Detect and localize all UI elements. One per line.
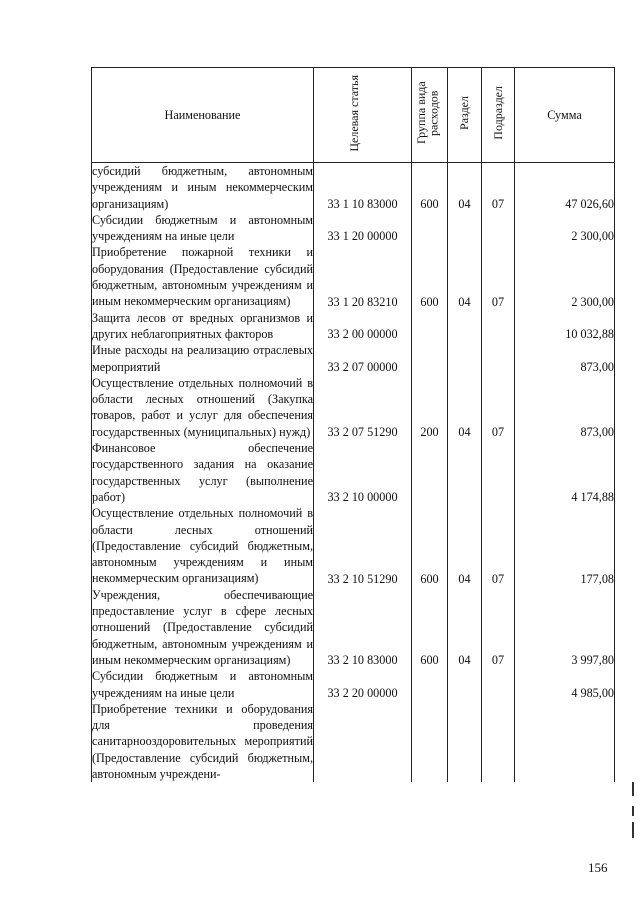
header-subsection bbox=[482, 68, 515, 163]
page-number: 156 bbox=[588, 860, 608, 875]
table-row bbox=[92, 212, 615, 245]
row-code: 33 1 20 00000 bbox=[314, 212, 412, 245]
table-row bbox=[92, 440, 615, 505]
header-section bbox=[448, 68, 482, 163]
row-code bbox=[314, 701, 412, 782]
header-code bbox=[314, 68, 412, 163]
row-name: Приобретение пожарной техники и оборудования (Предоставление субсидий бюджетным, автономным учреждениям и иным некоммерческим организациям) bbox=[92, 245, 313, 309]
row-subsection: 07 bbox=[482, 375, 515, 440]
header-sum: Сумма bbox=[515, 68, 615, 163]
row-code: 33 2 20 00000 bbox=[314, 668, 412, 701]
row-sum: 47 026,60 bbox=[515, 163, 615, 212]
row-subsection bbox=[482, 668, 515, 701]
row-code: 33 2 10 51290 bbox=[314, 505, 412, 586]
row-sum: 3 997,80 bbox=[515, 587, 615, 668]
row-group bbox=[412, 701, 448, 782]
row-subsection: 07 bbox=[482, 587, 515, 668]
scan-edge-mark bbox=[632, 806, 634, 816]
row-code: 33 2 10 00000 bbox=[314, 440, 412, 505]
row-code: 33 2 07 00000 bbox=[314, 342, 412, 375]
row-name: Субсидии бюджетным и автономным учреждениям на иные цели bbox=[92, 669, 313, 700]
row-name: субсидий бюджетным, автономным учреждениям и иным некоммерческим организациям) bbox=[92, 164, 313, 211]
table-header-row bbox=[92, 68, 615, 163]
row-subsection: 07 bbox=[482, 163, 515, 212]
row-name: Иные расходы на реализацию отраслевых мероприятий bbox=[92, 343, 313, 374]
row-sum bbox=[515, 701, 615, 782]
row-section: 04 bbox=[448, 505, 482, 586]
row-section: 04 bbox=[448, 163, 482, 212]
header-subsection-label: Подраздел bbox=[490, 86, 505, 140]
row-group: 600 bbox=[412, 587, 448, 668]
row-section bbox=[448, 668, 482, 701]
row-section bbox=[448, 440, 482, 505]
row-section bbox=[448, 212, 482, 245]
table-row bbox=[92, 505, 615, 586]
row-code: 33 2 07 51290 bbox=[314, 375, 412, 440]
header-section-label: Раздел bbox=[457, 96, 472, 130]
row-code: 33 1 20 83210 bbox=[314, 244, 412, 309]
row-name: Приобретение техники и оборудования для проведения санитарнооздоровительных мероприятий (Предоставление субсидий бюджетным, автономным учреждени- bbox=[92, 701, 313, 781]
table-body bbox=[92, 163, 615, 783]
row-group: 600 bbox=[412, 505, 448, 586]
row-subsection bbox=[482, 440, 515, 505]
row-group bbox=[412, 342, 448, 375]
row-sum: 177,08 bbox=[515, 505, 615, 586]
table-row bbox=[92, 244, 615, 309]
row-sum: 2 300,00 bbox=[515, 212, 615, 245]
row-section bbox=[448, 342, 482, 375]
row-sum: 873,00 bbox=[515, 375, 615, 440]
scan-edge-mark bbox=[632, 782, 634, 796]
row-section bbox=[448, 701, 482, 782]
row-sum: 4 174,88 bbox=[515, 440, 615, 505]
row-name: Защита лесов от вредных организмов и других неблагоприятных факторов bbox=[92, 310, 313, 341]
row-sum: 2 300,00 bbox=[515, 244, 615, 309]
row-name: Учреждения, обеспечивающие предоставление услуг в сфере лесных отношений (Предоставление субсидий бюджетным, автономным учреждениям и иным некоммерческим организациям) bbox=[92, 587, 313, 667]
header-group bbox=[412, 68, 448, 163]
row-name: Осуществление отдельных полномочий в области лесных отношений (Закупка товаров, работ и услуг для обеспечения государственных (муниципальных) нужд) bbox=[92, 375, 313, 439]
row-code: 33 1 10 83000 bbox=[314, 163, 412, 212]
row-sum: 10 032,88 bbox=[515, 310, 615, 343]
row-subsection: 07 bbox=[482, 505, 515, 586]
table-row bbox=[92, 310, 615, 343]
row-subsection: 07 bbox=[482, 244, 515, 309]
row-sum: 873,00 bbox=[515, 342, 615, 375]
table-row bbox=[92, 342, 615, 375]
row-section: 04 bbox=[448, 587, 482, 668]
row-subsection bbox=[482, 310, 515, 343]
row-name: Субсидии бюджетным и автономным учреждениям на иные цели bbox=[92, 212, 313, 244]
row-section: 04 bbox=[448, 375, 482, 440]
row-group bbox=[412, 212, 448, 245]
table-row bbox=[92, 587, 615, 668]
row-sum: 4 985,00 bbox=[515, 668, 615, 701]
table-row bbox=[92, 668, 615, 701]
scan-edge-mark bbox=[632, 822, 634, 838]
row-group: 600 bbox=[412, 244, 448, 309]
row-group bbox=[412, 310, 448, 343]
row-code: 33 2 00 00000 bbox=[314, 310, 412, 343]
row-subsection bbox=[482, 342, 515, 375]
header-code-label: Целевая статья bbox=[346, 74, 361, 152]
row-group: 600 bbox=[412, 163, 448, 212]
table-row bbox=[92, 701, 615, 782]
header-name: Наименование bbox=[92, 68, 314, 163]
row-code: 33 2 10 83000 bbox=[314, 587, 412, 668]
row-subsection bbox=[482, 701, 515, 782]
table-row bbox=[92, 375, 615, 440]
row-name: Осуществление отдельных полномочий в области лесных отношений (Предоставление субсидий бюджетным, автономным учреждениям и иным некоммерческим организациям) bbox=[92, 506, 313, 586]
budget-table bbox=[91, 67, 615, 782]
row-name: Финансовое обеспечение государственного задания на оказание государственных услуг (выполнение работ) bbox=[92, 441, 313, 504]
row-group: 200 bbox=[412, 375, 448, 440]
row-section bbox=[448, 310, 482, 343]
row-section: 04 bbox=[448, 244, 482, 309]
table-row bbox=[92, 163, 615, 212]
row-group bbox=[412, 668, 448, 701]
row-group bbox=[412, 440, 448, 505]
header-group-label: Группа вида расходов bbox=[413, 81, 441, 145]
row-subsection bbox=[482, 212, 515, 245]
